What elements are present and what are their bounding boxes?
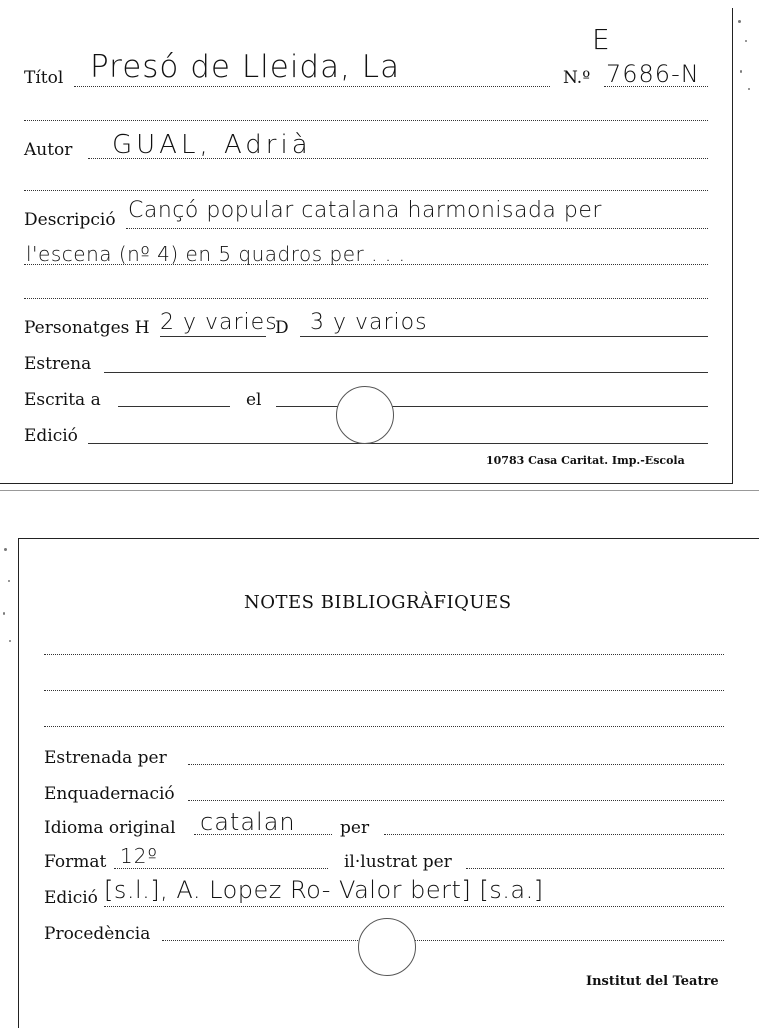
escrita-line bbox=[118, 406, 230, 407]
descripcio-value-2: l'escena (nº 4) en 5 quadros per . . . bbox=[26, 242, 406, 266]
edicio-back-value: [s.l.], A. Lopez Ro- Valor bert] [s.a.] bbox=[104, 876, 544, 904]
punch-hole-back bbox=[358, 918, 416, 976]
titol-extra-line bbox=[24, 120, 708, 121]
speck bbox=[738, 20, 741, 23]
num-mark: E bbox=[592, 23, 611, 56]
estrena-line bbox=[104, 372, 708, 373]
notes-line-3 bbox=[44, 726, 724, 727]
estrenada-line bbox=[188, 764, 724, 765]
personatges-d-value: 3 y varios bbox=[310, 310, 428, 335]
punch-hole-front bbox=[336, 386, 394, 444]
autor-extra-line bbox=[24, 190, 708, 191]
idioma-value: catalan bbox=[200, 808, 296, 836]
edicio-front-label: Edició bbox=[24, 426, 78, 446]
titol-label: Títol bbox=[24, 68, 64, 88]
speck bbox=[740, 70, 742, 73]
escrita-label: Escrita a bbox=[24, 390, 101, 410]
format-line bbox=[114, 868, 328, 869]
notes-line-1 bbox=[44, 654, 724, 655]
estrena-label: Estrena bbox=[24, 354, 92, 374]
edicio-back-line bbox=[104, 906, 724, 907]
personatges-h-line bbox=[160, 336, 266, 337]
personatges-d-line bbox=[300, 336, 708, 337]
illustrat-line bbox=[466, 868, 724, 869]
titol-value: Presó de Lleida, La bbox=[90, 49, 401, 85]
procedencia-label: Procedència bbox=[44, 924, 151, 944]
el-label: el bbox=[246, 390, 262, 410]
num-label: N.º bbox=[563, 68, 591, 88]
enquadernacio-label: Enquadernació bbox=[44, 784, 175, 804]
enquadernacio-line bbox=[188, 800, 724, 801]
per-label: per bbox=[340, 818, 370, 838]
personatges-d-label: D bbox=[275, 318, 289, 338]
institution-footer: Institut del Teatre bbox=[586, 974, 719, 989]
edicio-back-label: Edició bbox=[44, 888, 98, 908]
autor-value: GUAL, Adrià bbox=[112, 130, 312, 160]
speck bbox=[9, 640, 11, 642]
num-value: 7686-N bbox=[606, 60, 700, 88]
format-label: Format bbox=[44, 852, 107, 872]
speck bbox=[3, 612, 5, 615]
speck bbox=[748, 88, 750, 90]
format-value: 12º bbox=[120, 844, 158, 868]
idioma-label: Idioma original bbox=[44, 818, 176, 838]
titol-line bbox=[74, 86, 550, 87]
estrenada-label: Estrenada per bbox=[44, 748, 167, 768]
speck bbox=[4, 548, 7, 551]
procedencia-line bbox=[162, 940, 724, 941]
personatges-label: Personatges H bbox=[24, 318, 150, 338]
descripcio-label: Descripció bbox=[24, 210, 116, 230]
speck bbox=[8, 580, 10, 582]
notes-line-2 bbox=[44, 690, 724, 691]
descripcio-value-1: Cançó popular catalana harmonisada per bbox=[128, 198, 602, 223]
printer-footer: 10783 Casa Caritat. Imp.-Escola bbox=[486, 454, 685, 467]
illustrat-label: il·lustrat per bbox=[344, 852, 452, 872]
personatges-h-value: 2 y varies bbox=[160, 310, 278, 335]
notes-heading: NOTES BIBLIOGRÀFIQUES bbox=[244, 592, 512, 613]
autor-label: Autor bbox=[24, 140, 73, 160]
descripcio-line-1 bbox=[126, 228, 708, 229]
per-line bbox=[384, 834, 724, 835]
card-separator bbox=[0, 490, 759, 491]
speck bbox=[745, 40, 747, 42]
descripcio-line-3 bbox=[24, 298, 708, 299]
edicio-front-line bbox=[88, 443, 708, 444]
